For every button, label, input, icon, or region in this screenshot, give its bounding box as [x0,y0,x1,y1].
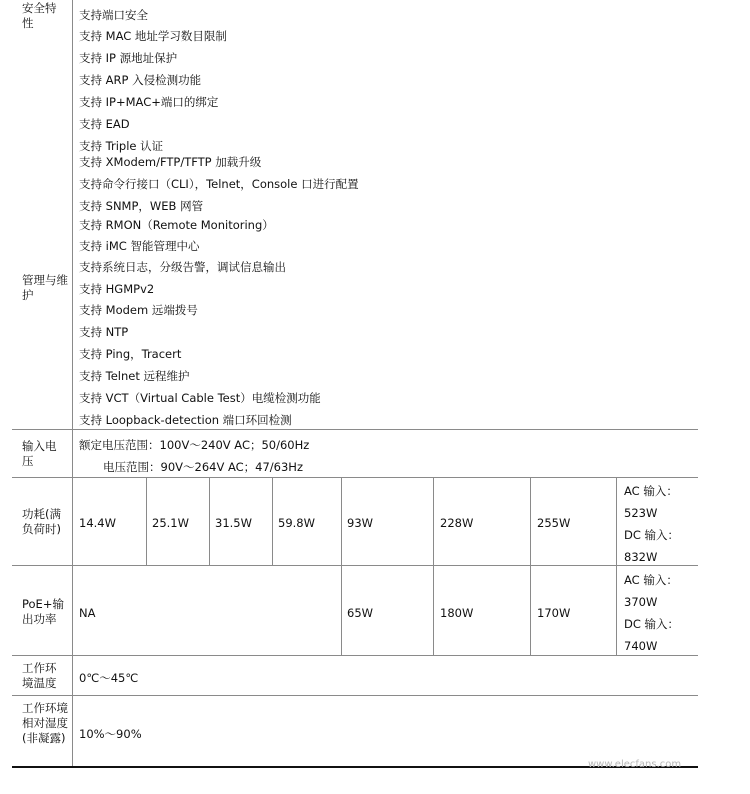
poe-value: NA [79,606,96,620]
row-divider [12,565,698,566]
watermark-text: www.elecfans.com [588,759,682,770]
management-item: 支持系统日志，分级告警，调试信息输出 [79,260,286,274]
security-item: 支持 IP+MAC+端口的绑定 [79,95,219,109]
row-divider [12,655,698,656]
poe-dc-label: DC 输入： [624,617,680,631]
poe-last-cell [624,569,679,657]
management-item: 支持 Telnet 远程维护 [79,369,190,383]
management-item: 支持 SNMP，WEB 网管 [79,199,204,213]
management-item: 支持 VCT（Virtual Cable Test）电缆检测功能 [79,391,321,405]
power-value: 255W [537,516,571,530]
power-value: 93W [347,516,374,530]
security-item: 支持端口安全 [79,8,148,22]
row-divider [12,695,698,696]
power-ac-value: 523W [624,506,658,520]
poe-label: PoE+输出功率 [22,597,64,626]
security-item: 支持 IP 源地址保护 [79,51,178,65]
cell-divider [209,477,210,565]
management-item: 支持 NTP [79,325,129,339]
row-divider [12,429,698,430]
cell-divider [530,477,531,655]
management-item: 支持 Ping，Tracert [79,347,182,361]
power-value: 14.4W [79,516,116,530]
power-dc-label: DC 输入： [624,528,680,542]
poe-value: 170W [537,606,571,620]
power-ac-label: AC 输入： [624,484,678,498]
cell-divider [433,477,434,655]
temperature-value: 0℃～45℃ [79,671,139,685]
management-item: 支持 RMON（Remote Monitoring） [79,218,274,232]
cell-divider [616,477,617,655]
poe-ac-value: 370W [624,595,658,609]
input-voltage-label: 输入电压 [22,439,57,468]
management-item: 支持 Loopback-detection 端口环回检测 [79,413,292,427]
poe-ac-label: AC 输入： [624,573,678,587]
humidity-value: 10%～90% [79,727,142,741]
power-dc-value: 832W [624,550,658,564]
cell-divider [272,477,273,565]
row-divider [12,477,698,478]
label-column-divider [72,0,73,766]
management-item: 支持 iMC 智能管理中心 [79,239,200,253]
cell-divider [341,477,342,655]
power-value: 59.8W [278,516,315,530]
management-item: 支持 HGMPv2 [79,282,155,296]
cell-divider [146,477,147,565]
poe-value: 180W [440,606,474,620]
management-item: 支持 XModem/FTP/TFTP 加载升级 [79,155,262,169]
voltage-range-text: 电压范围：90V～264V AC；47/63Hz [103,460,303,474]
humidity-label: 工作环境相对湿度(非凝露) [22,701,68,745]
power-value: 25.1W [152,516,189,530]
security-item: 支持 Triple 认证 [79,139,164,153]
power-value: 31.5W [215,516,252,530]
security-item: 支持 ARP 入侵检测功能 [79,73,202,87]
management-item: 支持命令行接口（CLI），Telnet，Console 口进行配置 [79,177,359,191]
security-item: 支持 EAD [79,117,130,131]
security-label: 安全特性 [22,1,57,30]
security-item: 支持 MAC 地址学习数目限制 [79,29,227,43]
power-last-cell [624,480,679,568]
poe-value: 65W [347,606,374,620]
temperature-label: 工作环境温度 [22,661,57,690]
power-value: 228W [440,516,474,530]
management-item: 支持 Modem 远端拨号 [79,303,198,317]
poe-dc-value: 740W [624,639,658,653]
management-label: 管理与维护 [22,273,68,302]
rated-voltage-text: 额定电压范围：100V～240V AC；50/60Hz [79,438,310,452]
power-label: 功耗(满负荷时) [22,507,61,536]
